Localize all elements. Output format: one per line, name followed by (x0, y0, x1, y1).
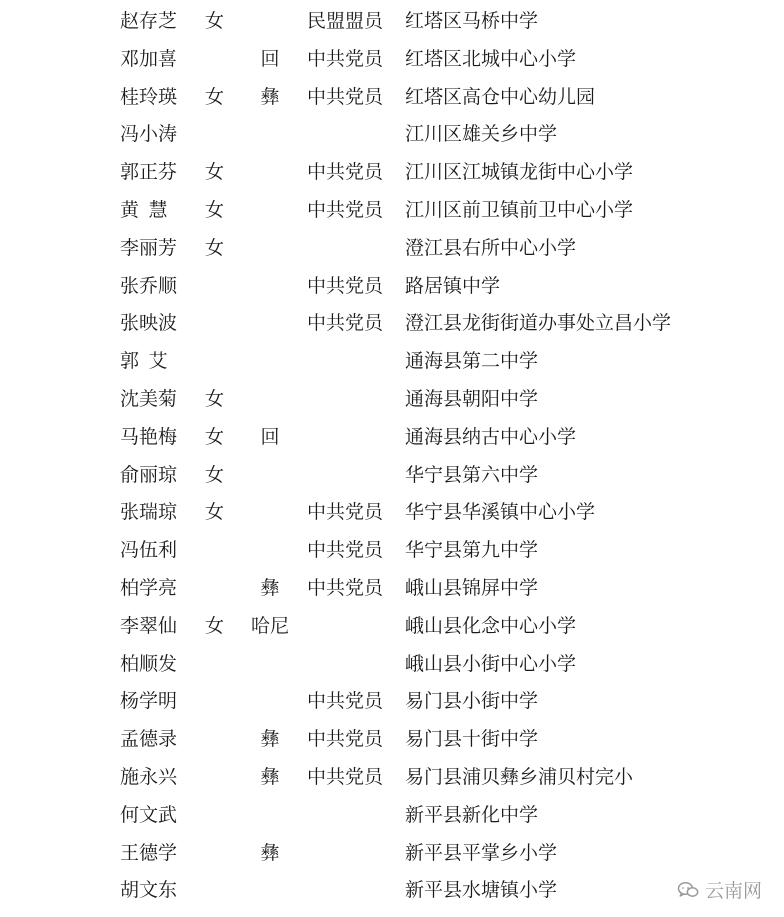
roster-row (0, 230, 784, 268)
person-name: 何文武 (120, 803, 178, 826)
person-school: 峨山县化念中心小学 (405, 614, 577, 637)
person-school: 江川区江城镇龙街中心小学 (405, 161, 634, 184)
person-name: 王德学 (120, 841, 178, 864)
roster-row (0, 419, 784, 457)
roster-row (0, 381, 784, 419)
person-ethnicity: 彝 (260, 576, 280, 599)
person-ethnicity: 回 (260, 47, 280, 70)
roster-row (0, 457, 784, 495)
person-name: 张瑞琼 (120, 501, 178, 524)
roster-row (0, 608, 784, 646)
roster-row (0, 721, 784, 759)
roster-row (0, 570, 784, 608)
roster-row (0, 305, 784, 343)
person-gender: 女 (205, 10, 225, 32)
person-name: 桂玲瑛 (120, 85, 178, 108)
person-school: 红塔区高仓中心幼儿园 (405, 85, 596, 108)
person-party: 中共党员 (307, 47, 384, 70)
person-school: 红塔区马桥中学 (405, 10, 539, 32)
roster-row (0, 532, 784, 570)
person-school: 路居镇中学 (405, 274, 501, 297)
person-name: 胡文东 (120, 879, 178, 902)
person-school: 澄江县龙街街道办事处立昌小学 (405, 312, 672, 335)
person-gender: 女 (205, 614, 225, 637)
roster-row (0, 872, 784, 910)
person-name: 俞丽琼 (120, 463, 178, 486)
person-name: 黄慧 (120, 198, 178, 221)
person-school: 华宁县华溪镇中心小学 (405, 501, 596, 524)
person-school: 通海县第二中学 (405, 350, 539, 373)
person-school: 易门县浦贝彝乡浦贝村完小 (405, 765, 634, 788)
person-school: 通海县朝阳中学 (405, 387, 539, 410)
person-party: 中共党员 (307, 728, 384, 751)
roster-row (0, 268, 784, 306)
person-ethnicity: 彝 (260, 765, 280, 788)
person-gender: 女 (205, 463, 225, 486)
person-name: 孟德录 (120, 728, 178, 751)
wechat-bubble-icon (677, 881, 699, 899)
roster-row (0, 154, 784, 192)
roster-row (0, 835, 784, 873)
person-ethnicity: 回 (260, 425, 280, 448)
person-school: 江川区前卫镇前卫中心小学 (405, 198, 634, 221)
person-party: 中共党员 (307, 161, 384, 184)
person-name: 马艳梅 (120, 425, 178, 448)
person-ethnicity: 彝 (260, 841, 280, 864)
person-school: 红塔区北城中心小学 (405, 47, 577, 70)
person-school: 江川区雄关乡中学 (405, 123, 558, 146)
person-school: 易门县十街中学 (405, 728, 539, 751)
person-school: 澄江县右所中心小学 (405, 236, 577, 259)
person-school: 华宁县第九中学 (405, 539, 539, 562)
person-party: 中共党员 (307, 539, 384, 562)
roster-row (0, 116, 784, 154)
person-school: 易门县小街中学 (405, 690, 539, 713)
person-name: 杨学明 (120, 690, 178, 713)
person-school: 峨山县小街中心小学 (405, 652, 577, 675)
roster-row (0, 683, 784, 721)
roster-row (0, 3, 784, 41)
roster-row (0, 759, 784, 797)
person-party: 中共党员 (307, 312, 384, 335)
person-party: 中共党员 (307, 765, 384, 788)
roster-row (0, 192, 784, 230)
person-party: 中共党员 (307, 576, 384, 599)
roster-row (0, 797, 784, 835)
roster-row (0, 343, 784, 381)
person-name: 柏顺发 (120, 652, 178, 675)
person-gender: 女 (205, 161, 225, 184)
person-name: 郭正芬 (120, 161, 178, 184)
person-name: 李丽芳 (120, 236, 178, 259)
person-ethnicity: 哈尼 (250, 614, 289, 637)
person-party: 民盟盟员 (307, 10, 384, 32)
person-ethnicity: 彝 (260, 728, 280, 751)
person-name: 张乔顺 (120, 274, 178, 297)
person-name: 赵存芝 (120, 10, 178, 32)
roster-row (0, 646, 784, 684)
person-school: 新平县新化中学 (405, 803, 539, 826)
person-name: 张映波 (120, 312, 178, 335)
person-name: 冯伍利 (120, 539, 178, 562)
roster-row (0, 41, 784, 79)
person-party: 中共党员 (307, 501, 384, 524)
teacher-roster (0, 3, 784, 910)
roster-row (0, 494, 784, 532)
person-name: 施永兴 (120, 765, 178, 788)
person-name: 郭艾 (120, 350, 178, 373)
person-gender: 女 (205, 236, 225, 259)
person-school: 新平县水塘镇小学 (405, 879, 558, 902)
person-gender: 女 (205, 198, 225, 221)
person-gender: 女 (205, 85, 225, 108)
person-gender: 女 (205, 387, 225, 410)
person-school: 峨山县锦屏中学 (405, 576, 539, 599)
person-party: 中共党员 (307, 690, 384, 713)
person-party: 中共党员 (307, 274, 384, 297)
person-school: 华宁县第六中学 (405, 463, 539, 486)
person-gender: 女 (205, 425, 225, 448)
roster-row (0, 79, 784, 117)
person-name: 邓加喜 (120, 47, 178, 70)
watermark-text: 云南网 (704, 880, 762, 902)
watermark (677, 876, 762, 903)
person-name: 沈美菊 (120, 387, 178, 410)
person-name: 李翠仙 (120, 614, 178, 637)
person-name: 柏学亮 (120, 576, 178, 599)
person-gender: 女 (205, 501, 225, 524)
person-school: 新平县平掌乡小学 (405, 841, 558, 864)
person-party: 中共党员 (307, 198, 384, 221)
person-ethnicity: 彝 (260, 85, 280, 108)
person-name: 冯小涛 (120, 123, 178, 146)
person-school: 通海县纳古中心小学 (405, 425, 577, 448)
person-party: 中共党员 (307, 85, 384, 108)
